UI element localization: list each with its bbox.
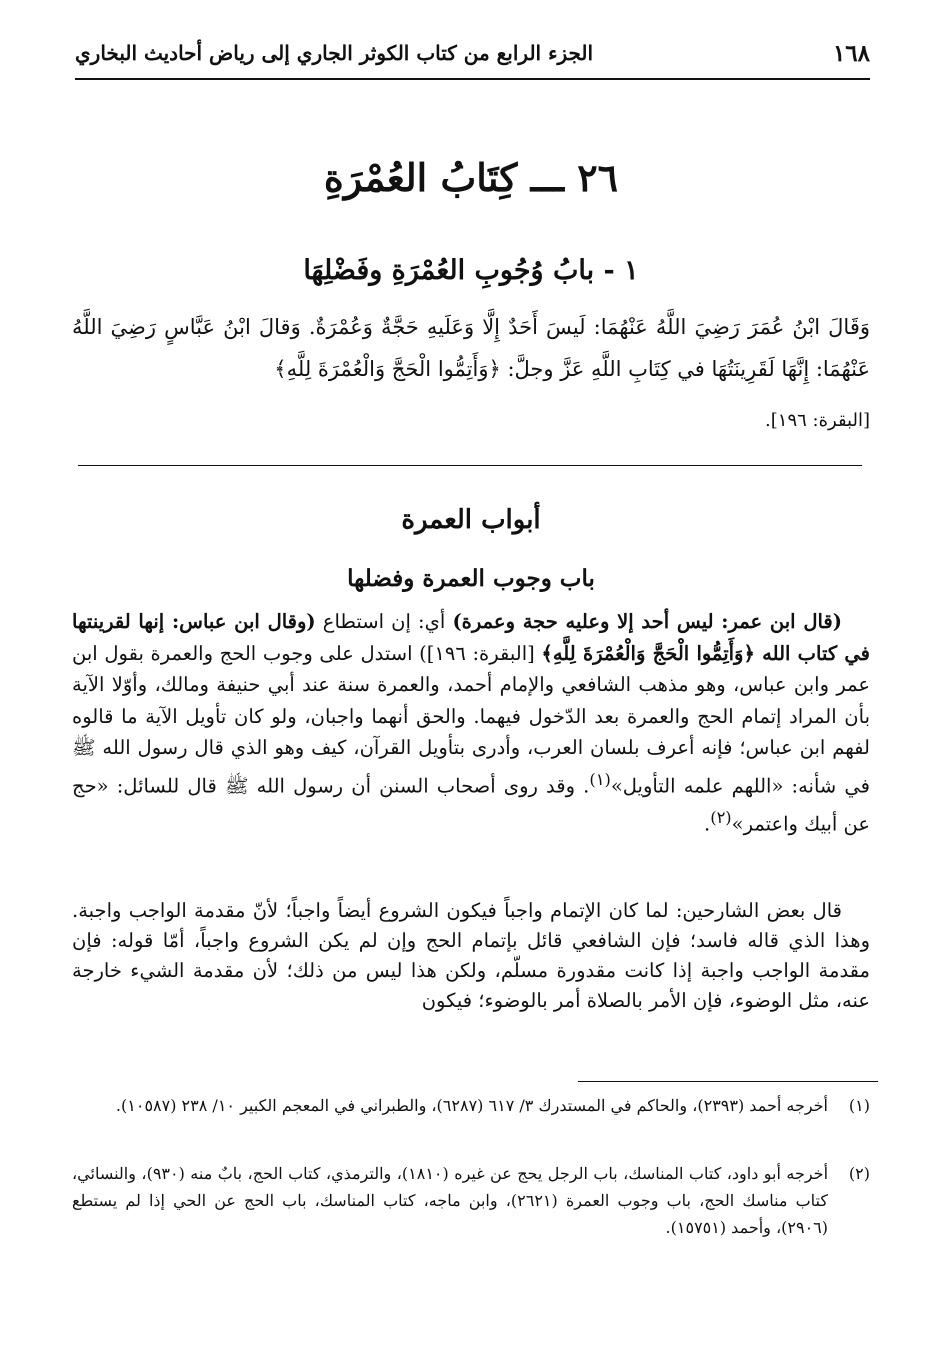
footnote-2: [72, 1160, 870, 1241]
footnote-number: (٢): [848, 1164, 870, 1183]
page-header: [75, 30, 870, 76]
footnote-text: أخرجه أبو داود، كتاب المناسك، باب الرجل يحج عن غيره (١٨١٠)، والترمذي، كتاب الحج، بابٌ منه (٩٣٠)، والنسائي، كتاب مناسك الحج، باب وجوب العمرة (٢٦٢١)، وابن ماجه، كتاب المناسك، باب الحج عن الحي إذا لم يستطع (٢٩٠٦)، وأحمد (١٥٧٥١).: [72, 1164, 829, 1237]
book-title: ٢٦ ـــ كِتَابُ العُمْرَةِ: [323, 155, 619, 200]
header-rule: [75, 78, 870, 80]
page-number: ١٦٨: [832, 39, 870, 67]
footnote-rule: [578, 1081, 878, 1082]
footnote-1: [72, 1092, 870, 1119]
chapter-heading: ١ - بابُ وُجُوبِ العُمْرَةِ وفَضْلِهَا: [303, 255, 639, 286]
footnote-number: (١): [848, 1096, 870, 1115]
footnote-marker-1: (١): [589, 769, 611, 789]
commentary-text: [البقرة: ١٩٦]) استدل على وجوب الحج والعمرة بقول ابن عمر وابن عباس، وهو مذهب الشافعي والإمام أحمد، والعمرة سنة عند أبي حنيفة ومالك، وأوّلا الآية بأن المراد إتمام الحج والعمرة بعد الدّخول فيهما. والحق أنهما واجبان، ولو كان تأويل الآية ما قالوه لفهم ابن عباس؛ فإنه أعرف بلسان العرب، وأدرى بتأويل القرآن، كيف وهو الذي قال رسول الله ﷺ في شأنه: «اللهم علمه التأويل»: [72, 641, 870, 797]
quoted-hadith-ibn-abbas: (وقال ابن عباس: إنها لقرينتها في كتاب الله ﴿وَأَتِمُّوا الْحَجَّ وَالْعُمْرَةَ لِلَّهِ﴾: [72, 610, 870, 665]
commentary-text: . وقد روى أصحاب السنن أن رسول الله ﷺ قال للسائل: «حج عن أبيك واعتمر»: [72, 774, 870, 835]
footnote-text: أخرجه أحمد (٢٣٩٣)، والحاكم في المستدرك ٣/ ٦١٧ (٦٢٨٧)، والطبراني في المعجم الكبير ١٠/ ٢٣٨ (١٠٥٨٧).: [115, 1096, 828, 1115]
commentary-paragraph-2: قال بعض الشارحين: لما كان الإتمام واجباً فيكون الشروع أيضاً واجباً؛ لأنّ مقدمة الواجب واجبة. وهذا الذي قاله فاسد؛ فإن الشافعي قائل بإتمام الحج وإن لم يكن الشروع واجباً، أمّا قوله: فإن مقدمة الواجب واجبة إذا كانت مقدورة مسلّم، ولكن هذا ليس من ذلك؛ لأن مقدمة الشيء خارجة عنه، مثل الوضوء، فإن الأمر بالصلاة أمر بالوضوء؛ فيكون: [72, 899, 870, 1012]
footnote-marker-2: (٢): [710, 807, 732, 827]
bab-heading: باب وجوب العمرة وفضلها: [347, 565, 595, 592]
commentary-text: أي: إن استطاع: [315, 610, 453, 633]
commentary-text: .: [704, 812, 711, 835]
running-title: الجزء الرابع من كتاب الكوثر الجاري إلى رياض أحاديث البخاري: [75, 41, 594, 65]
abwab-heading: أبواب العمرة: [401, 505, 541, 535]
commentary-paragraph-1: [72, 606, 870, 840]
hadith-text: وَقَالَ ابْنُ عُمَرَ رَضِيَ اللَّهُ عَنْهُمَا: لَيسَ أَحَدٌ إِلَّا وَعَلَيهِ حَجَّةٌ وَعُمْرَةٌ. وَقالَ ابْنُ عَبَّاسٍ رَضِيَ اللَّهُ عَنْهُمَا: إِنَّهَا لَقَرِينَتُهَا في كِتَابِ اللَّهِ عَزَّ وجلَّ: ﴿وَأَتِمُّوا الْحَجَّ وَالْعُمْرَةَ لِلَّهِ﴾: [72, 315, 870, 381]
quran-reference: [البقرة: ١٩٦].: [765, 410, 870, 431]
quoted-hadith-ibn-umar: (قال ابن عمر: ليس أحد إلا وعليه حجة وعمرة): [452, 610, 842, 633]
section-divider: [78, 465, 862, 466]
